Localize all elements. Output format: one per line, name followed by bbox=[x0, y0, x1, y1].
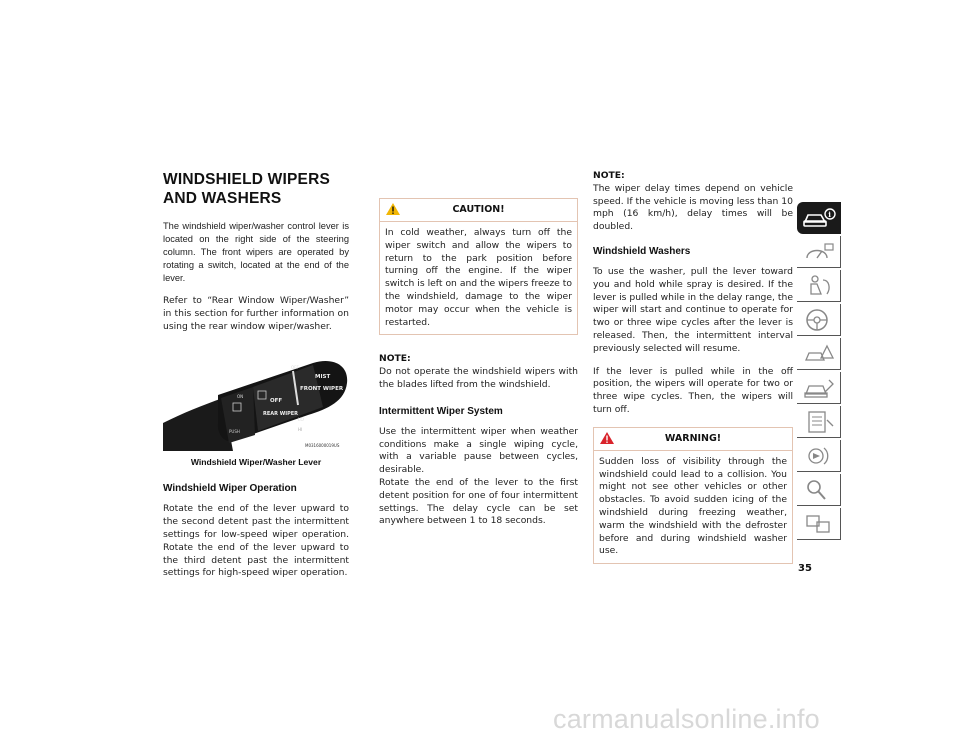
column-1 bbox=[163, 170, 349, 590]
tab-dashboard[interactable] bbox=[797, 236, 841, 268]
label-off-top: OFF bbox=[291, 365, 299, 371]
intermittent-heading: Intermittent Wiper System bbox=[379, 405, 503, 417]
label-push: PUSH bbox=[229, 429, 240, 435]
label-hi: HI bbox=[298, 427, 303, 433]
washers-text-2: If the lever is pulled while in the off position, the wipers will operate for two or three wipe cycles. Then, the wipers will turn off. bbox=[593, 365, 793, 415]
wiper-operation-text: Rotate the end of the lever upward to the second detent past the intermittent settings for low-speed wiper operation. Rotate the end of the lever upward to the third detent past the intermittent settings for high-speed wiper operation. bbox=[163, 503, 349, 579]
figure-code: M0316000019US bbox=[305, 443, 340, 449]
column-3 bbox=[593, 170, 793, 582]
search-icon bbox=[797, 474, 841, 506]
label-front-wiper: FRONT WIPER bbox=[300, 386, 344, 393]
page-number: 35 bbox=[798, 563, 812, 574]
washers-heading: Windshield Washers bbox=[593, 245, 691, 257]
car-info-icon bbox=[797, 202, 841, 234]
section-title: WINDSHIELD WIPERS AND WASHERS bbox=[163, 171, 331, 207]
wiper-lever-image bbox=[163, 343, 349, 453]
washers-text-1: To use the washer, pull the lever toward you and hold while spray is desired. If the lever is pulled while in the delay range, the wiper will start and continue to operate for two or three wipe cycles after the lever is released. Then, the intermittent interval previously selected will resume. bbox=[593, 265, 793, 354]
warning-title: WARNING! bbox=[664, 432, 722, 444]
caution-text: In cold weather, always turn off the wiper switch and allow the wipers to return to the park position before turning off the engine. If the wiper switch is left on and the wipers freeze to the windshield, damage to the wiper motor may occur when the vehicle is restarted. bbox=[385, 227, 572, 328]
warning-box bbox=[593, 427, 793, 564]
note-2 bbox=[593, 170, 793, 234]
caution-box bbox=[379, 198, 578, 335]
seat-safety-icon bbox=[797, 270, 841, 302]
wiper-operation-heading: Windshield Wiper Operation bbox=[163, 483, 297, 495]
tab-seat-safety[interactable] bbox=[797, 270, 841, 302]
warning-text: Sudden loss of visibility through the windshield could lead to a collision. You might not see other vehicles or other obstacles. To avoid sudden icing of the windshield during freezing weather, warm the windshield with the defroster before and during windshield washer use. bbox=[599, 455, 787, 557]
language-icon bbox=[797, 508, 841, 540]
label-on: ON bbox=[237, 394, 244, 400]
tab-search[interactable] bbox=[797, 474, 841, 506]
service-icon bbox=[797, 372, 841, 404]
specs-icon bbox=[797, 406, 841, 438]
note-2-label: NOTE: bbox=[593, 170, 625, 181]
svg-text:i: i bbox=[828, 210, 831, 219]
caution-title: CAUTION! bbox=[452, 204, 505, 215]
note-1-text: Do not operate the windshield wipers with the blades lifted from the windshield. bbox=[379, 366, 578, 390]
note-1-label: NOTE: bbox=[379, 353, 411, 365]
column-2 bbox=[379, 198, 578, 538]
note-2-text: The wiper delay times depend on vehicle speed. If the vehicle is moving less than 10 mph (16 km/h), delay times will be doubled. bbox=[593, 182, 793, 233]
tab-service[interactable] bbox=[797, 372, 841, 404]
note-1 bbox=[379, 353, 578, 391]
refer-text: Refer to “Rear Window Wiper/Washer” in this section for further information on using the rear window wiper/washer. bbox=[163, 295, 349, 332]
watermark: carmanualsonline.info bbox=[553, 704, 820, 734]
intermittent-text-1: Use the intermittent wiper when weather conditions make a single wiping cycle, with a variable pause between cycles, desirable. bbox=[379, 425, 578, 476]
tab-specs[interactable] bbox=[797, 406, 841, 438]
figure-caption: Windshield Wiper/Washer Lever bbox=[190, 457, 322, 468]
steering-icon bbox=[797, 304, 841, 336]
tab-language[interactable] bbox=[797, 508, 841, 540]
caution-header bbox=[380, 199, 577, 222]
tab-multimedia[interactable] bbox=[797, 440, 841, 472]
warning-header bbox=[594, 428, 792, 451]
label-lo: LO bbox=[298, 418, 304, 424]
label-mist: MIST bbox=[315, 374, 331, 381]
tab-car-info[interactable] bbox=[797, 202, 841, 234]
intro-text: The windshield wiper/washer control lever is located on the right side of the steering column. The front wipers are operated by rotating a switch, located at the end of the lever. bbox=[163, 221, 349, 283]
dashboard-icon bbox=[797, 236, 841, 268]
tab-emergency[interactable] bbox=[797, 338, 841, 370]
emergency-icon bbox=[797, 338, 841, 370]
label-off: OFF bbox=[270, 398, 283, 405]
intermittent-text-2: Rotate the end of the lever to the first detent position for one of four intermittent settings. The delay cycle can be set anywhere between 1 to 18 seconds. bbox=[379, 476, 578, 527]
multimedia-icon bbox=[797, 440, 841, 472]
tab-steering[interactable] bbox=[797, 304, 841, 336]
label-rear-wiper: REAR WIPER bbox=[263, 411, 299, 418]
